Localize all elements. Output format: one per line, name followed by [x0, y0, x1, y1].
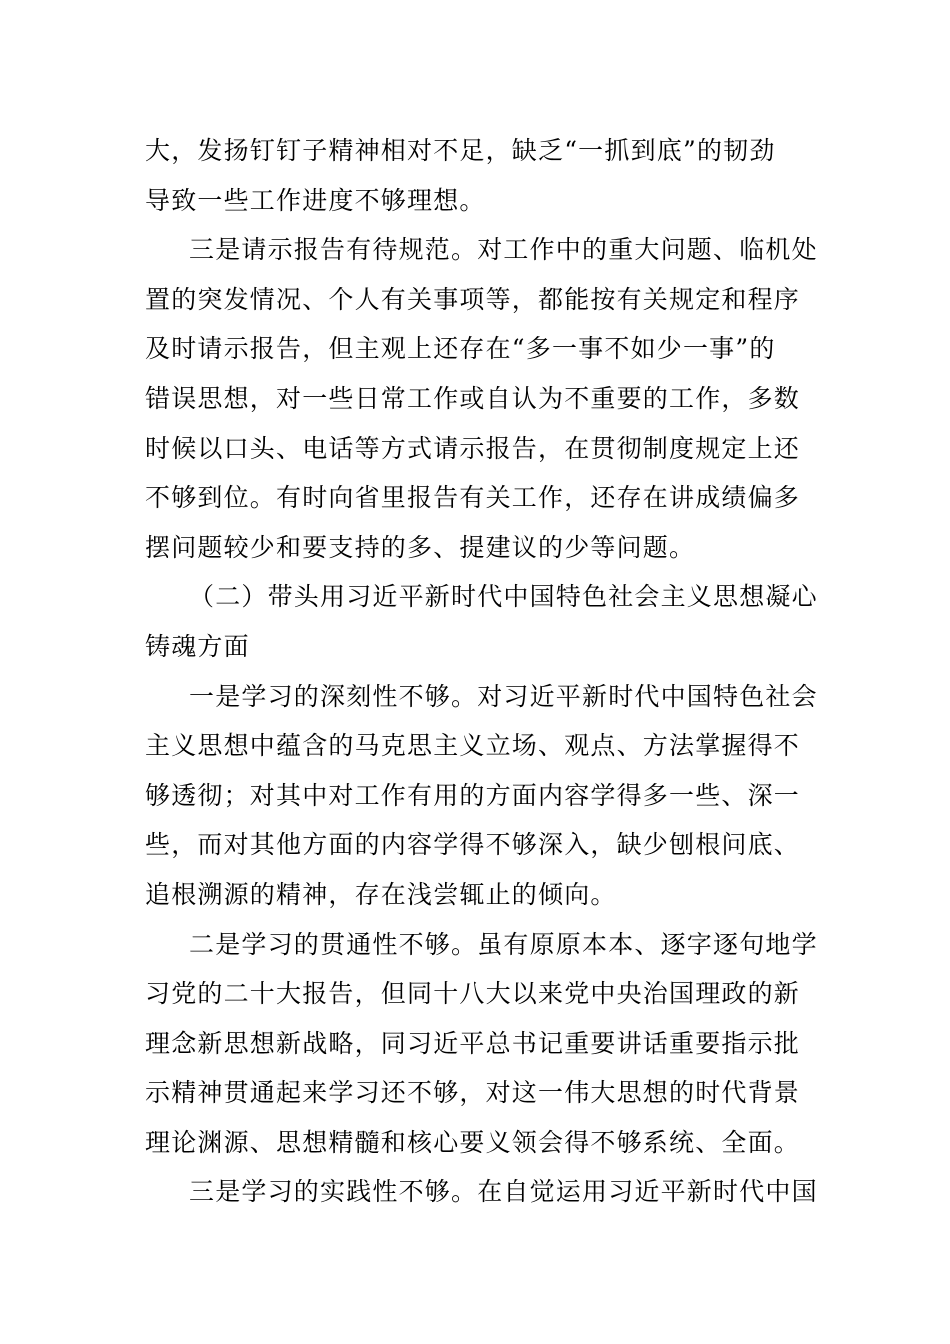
text-line: 不够到位。有时向省里报告有关工作，还存在讲成绩偏多	[145, 483, 801, 513]
text-line: 及时请示报告，但主观上还存在“多一事不如少一事”的	[145, 334, 776, 364]
paragraph-study-coherence	[145, 920, 818, 1168]
text-line: 二是学习的贯通性不够。虽有原原本本、逐字逐句地学	[189, 929, 818, 959]
text-line: 大，发扬钉钉子精神相对不足，缺乏“一抓到底”的韧劲	[145, 136, 776, 165]
text-line: 错误思想，对一些日常工作或自认为不重要的工作，多数	[145, 383, 801, 413]
text-line: 三是请示报告有待规范。对工作中的重大问题、临机处	[189, 235, 818, 265]
paragraph-request-report	[145, 225, 818, 572]
text-line: 追根溯源的精神，存在浅尝辄止的倾向。	[145, 879, 617, 909]
text-line: 时候以口头、电话等方式请示报告，在贯彻制度规定上还	[145, 433, 801, 463]
section-heading	[145, 572, 818, 671]
text-line: 主义思想中蕴含的马克思主义立场、观点、方法掌握得不	[145, 731, 801, 761]
text-line: 置的突发情况、个人有关事项等，都能按有关规定和程序	[145, 284, 801, 314]
text-line: 理论渊源、思想精髓和核心要义领会得不够系统、全面。	[145, 1127, 801, 1157]
text-line: 导致一些工作进度不够理想。	[145, 185, 486, 215]
document-body	[145, 126, 818, 1217]
text-line: 理念新思想新战略，同习近平总书记重要讲话重要指示批	[145, 1028, 801, 1058]
text-line: 示精神贯通起来学习还不够，对这一伟大思想的时代背景	[145, 1078, 801, 1108]
text-line: 够透彻；对其中对工作有用的方面内容学得多一些、深一	[145, 780, 801, 810]
paragraph-study-depth	[145, 672, 818, 920]
text-line: 些，而对其他方面的内容学得不够深入，缺少刨根问底、	[145, 830, 801, 860]
heading-line: 铸魂方面	[145, 631, 250, 661]
text-line: 习党的二十大报告，但同十八大以来党中央治国理政的新	[145, 979, 801, 1009]
heading-line: （二）带头用习近平新时代中国特色社会主义思想凝心	[189, 582, 818, 612]
text-line: 三是学习的实践性不够。在自觉运用习近平新时代中国	[189, 1177, 818, 1207]
paragraph-study-practice	[145, 1167, 818, 1217]
text-line: 一是学习的深刻性不够。对习近平新时代中国特色社会	[189, 681, 818, 711]
text-line: 摆问题较少和要支持的多、提建议的少等问题。	[145, 532, 696, 562]
paragraph-continuation	[145, 126, 810, 225]
